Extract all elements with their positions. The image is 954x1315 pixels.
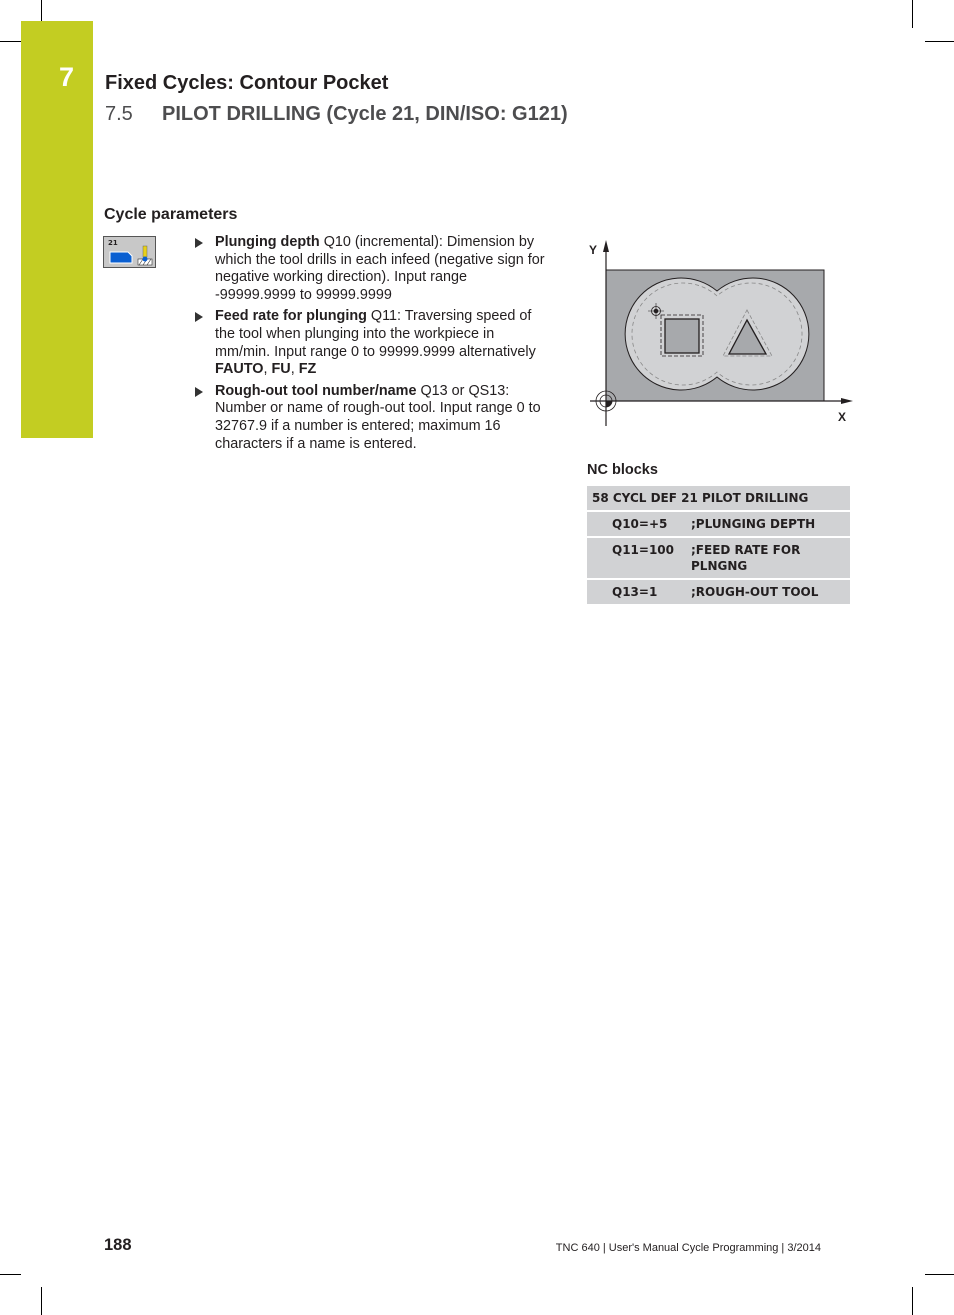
chapter-title: Fixed Cycles: Contour Pocket bbox=[105, 72, 389, 94]
page-number: 188 bbox=[104, 1236, 132, 1254]
nc-row bbox=[587, 537, 850, 579]
chapter-number: 7 bbox=[59, 62, 75, 92]
nc-blocks-table bbox=[587, 486, 850, 606]
crop-mark bbox=[912, 0, 913, 28]
option-fz: FZ bbox=[298, 361, 317, 378]
crop-mark bbox=[925, 41, 954, 42]
param-name: Feed rate for plunging bbox=[215, 308, 367, 325]
softkey-label: 21 bbox=[108, 239, 118, 247]
crop-mark bbox=[0, 41, 21, 42]
param-description: Q10 (incremental): Dimension by which the tool drills in each infeed (negative sign for negative working direction). Input range -99999.9999 to 99999.9999 bbox=[215, 234, 545, 303]
nc-row bbox=[587, 579, 850, 605]
param-name: Plunging depth bbox=[215, 234, 320, 250]
crop-mark bbox=[925, 1274, 954, 1275]
pocket-diagram-svg bbox=[585, 238, 855, 428]
chapter-tab-band bbox=[21, 21, 93, 438]
nc-param: Q11=100 bbox=[587, 537, 686, 579]
param-feed-rate-plunging bbox=[195, 308, 545, 378]
axis-y-label: Y bbox=[589, 243, 598, 257]
separator: , bbox=[290, 361, 299, 378]
contour-pocket-diagram bbox=[585, 238, 855, 428]
separator: , bbox=[263, 361, 272, 378]
pilot-drilling-softkey-icon bbox=[104, 237, 157, 269]
nc-block-header: 58 CYCL DEF 21 PILOT DRILLING bbox=[587, 486, 850, 511]
footer-text: TNC 640 | User's Manual Cycle Programming | 3/2014 bbox=[555, 1242, 821, 1254]
cycle-parameters-heading: Cycle parameters bbox=[104, 206, 238, 223]
nc-blocks-heading: NC blocks bbox=[587, 462, 658, 478]
nc-param: Q13=1 bbox=[587, 579, 686, 605]
param-name: Rough-out tool number/name bbox=[215, 382, 417, 399]
nc-comment: ;ROUGH-OUT TOOL bbox=[686, 579, 850, 605]
section-number: 7.5 bbox=[105, 103, 133, 125]
axis-x-label: X bbox=[838, 410, 847, 424]
cycle-parameter-list bbox=[195, 234, 545, 457]
section-title-text: PILOT DRILLING (Cycle 21, DIN/ISO: G121) bbox=[162, 103, 568, 125]
nc-row bbox=[587, 486, 850, 511]
param-rough-out-tool bbox=[195, 383, 545, 453]
nc-comment: ;PLUNGING DEPTH bbox=[686, 511, 850, 537]
param-description: Q11: Traversing speed of the tool when plunging into the workpiece in mm/min. Input range 0 to 99999.9999 alternatively bbox=[215, 308, 536, 360]
nc-row bbox=[587, 511, 850, 537]
nc-param: Q10=+5 bbox=[587, 511, 686, 537]
nc-comment: ;FEED RATE FOR PLNGNG bbox=[686, 537, 850, 579]
option-fu: FU bbox=[271, 361, 291, 378]
pilot-drilling-softkey bbox=[103, 236, 156, 268]
crop-mark bbox=[41, 0, 42, 21]
param-plunging-depth bbox=[195, 234, 545, 304]
bullet-triangle-icon bbox=[195, 312, 203, 322]
crop-mark bbox=[41, 1287, 42, 1315]
crop-mark bbox=[0, 1274, 21, 1275]
section-title bbox=[105, 103, 568, 126]
option-fauto: FAUTO bbox=[215, 361, 264, 378]
bullet-triangle-icon bbox=[195, 387, 203, 397]
param-description: Q13 or QS13: Number or name of rough-out tool. Input range 0 to 32767.9 if a number is entered; maximum 16 characters if a name is entered. bbox=[215, 382, 541, 452]
crop-mark bbox=[912, 1287, 913, 1315]
bullet-triangle-icon bbox=[195, 238, 203, 248]
